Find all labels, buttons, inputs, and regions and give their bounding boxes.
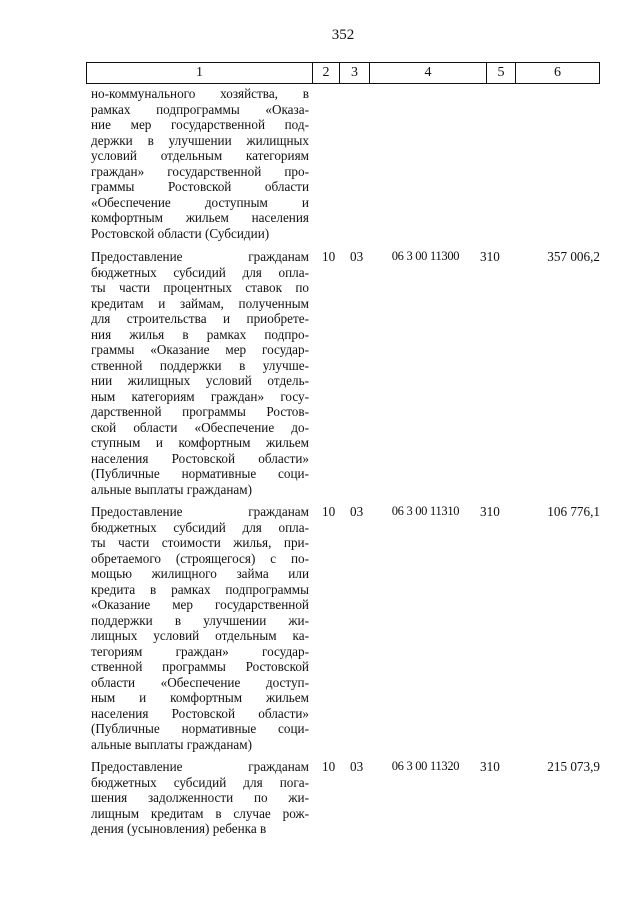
- description-line: ственной поддержки в улучше-: [91, 357, 309, 373]
- description-line: бюджетных субсидий для опла-: [91, 519, 309, 535]
- header-col-6: 6: [554, 65, 561, 80]
- description-line: шения задолженности по жи-: [91, 790, 309, 805]
- row-target-article-cell: 06 3 00 11320: [391, 759, 460, 773]
- header-col-2: 2: [313, 63, 340, 83]
- description-line: ным и комфортным жильем: [91, 690, 309, 705]
- page-number: 352: [331, 27, 355, 43]
- description-line: дарственной программы Ростов-: [91, 404, 309, 419]
- description-line: ты части стоимости жилья, при-: [91, 535, 309, 550]
- description-line: Предоставление гражданам: [91, 759, 309, 774]
- row-amount-cell: 357 006,2: [547, 249, 600, 264]
- header-col-3: 3: [340, 63, 370, 83]
- description-line: обретаемого (строящегося) с по-: [91, 550, 309, 566]
- row-expense-type-cell: 310: [480, 249, 500, 264]
- description-line: «Обеспечение доступным и: [91, 194, 309, 210]
- description-line: граммы Ростовской области: [91, 179, 309, 194]
- row-section-cell: 10: [322, 759, 336, 774]
- description-line: держки в улучшении жилищных: [91, 132, 309, 148]
- row-subsection-cell: 03: [350, 504, 364, 519]
- description-line: ты части процентных ставок по: [91, 280, 309, 295]
- row-section-cell: 10: [322, 249, 336, 264]
- description-line: альные выплаты гражданам): [91, 481, 252, 497]
- description-line: граждан» государственной про-: [91, 163, 309, 179]
- row-subsection-cell: 03: [350, 759, 364, 774]
- description-line: бюджетных субсидий для опла-: [91, 264, 309, 280]
- description-line: лищным кредитам в случае рож-: [91, 805, 309, 821]
- description-line: нии жилищных условий отдель-: [91, 373, 309, 388]
- header-col-1: 1: [87, 63, 313, 83]
- description-line: Ростовской области (Субсидии): [91, 225, 270, 241]
- header-col-4: 4: [370, 63, 487, 83]
- description-line: ния жилья в рамках подпро-: [91, 326, 309, 342]
- description-line: поддержки в улучшении жи-: [91, 612, 309, 628]
- description-line: (Публичные нормативные соци-: [91, 466, 309, 481]
- row-section-cell: 10: [322, 504, 336, 519]
- description-line: ние мер государственной под-: [91, 117, 309, 132]
- description-line: лищных условий отдельным ка-: [91, 628, 309, 643]
- description-line: тегориям граждан» государ-: [91, 643, 309, 659]
- description-line: ным категориям граждан» госу-: [91, 388, 309, 404]
- row-expense-type-cell: 310: [480, 504, 500, 519]
- description-line: населения Ростовской области»: [91, 705, 309, 721]
- row-amount-cell: 215 073,9: [547, 759, 600, 774]
- row-target-article-cell: 06 3 00 11300: [391, 249, 460, 263]
- description-line: населения Ростовской области»: [91, 450, 309, 466]
- description-line: ственной программы Ростовской: [91, 659, 309, 674]
- description-line: (Публичные нормативные соци-: [91, 721, 309, 736]
- row-description: [91, 86, 309, 241]
- description-line: ской области «Обеспечение до-: [91, 419, 309, 435]
- description-line: дения (усыновления) ребенка в: [91, 821, 267, 836]
- row-expense-type-cell: 310: [480, 759, 500, 774]
- row-description: [91, 249, 309, 497]
- description-line: кредитам и займам, полученным: [91, 295, 309, 311]
- description-line: для строительства и приобрете-: [91, 311, 309, 326]
- row-description: [91, 504, 309, 752]
- description-line: области «Обеспечение доступ-: [91, 674, 309, 690]
- row-target-article-cell: 06 3 00 11310: [391, 504, 460, 518]
- row-description: [91, 759, 309, 837]
- description-line: бюджетных субсидий для пога-: [91, 774, 309, 790]
- description-line: «Оказание мер государственной: [91, 597, 309, 612]
- description-line: граммы «Оказание мер государ-: [91, 342, 309, 357]
- description-line: ступным и комфортным жильем: [91, 435, 309, 450]
- row-amount-cell: 106 776,1: [547, 504, 600, 519]
- description-line: кредита в рамках подпрограммы: [91, 581, 309, 597]
- description-line: мощью жилищного займа или: [91, 566, 309, 581]
- description-line: Предоставление гражданам: [91, 504, 309, 519]
- description-line: условий отдельным категориям: [91, 148, 309, 163]
- description-line: но-коммунального хозяйства, в: [91, 86, 309, 101]
- table-header-row: [86, 62, 600, 84]
- description-line: рамках подпрограммы «Оказа-: [91, 101, 309, 117]
- description-line: Предоставление гражданам: [91, 249, 309, 264]
- header-col-5: 5: [487, 63, 516, 83]
- row-subsection-cell: 03: [350, 249, 364, 264]
- description-line: альные выплаты гражданам): [91, 736, 252, 752]
- description-line: комфортным жильем населения: [91, 210, 309, 225]
